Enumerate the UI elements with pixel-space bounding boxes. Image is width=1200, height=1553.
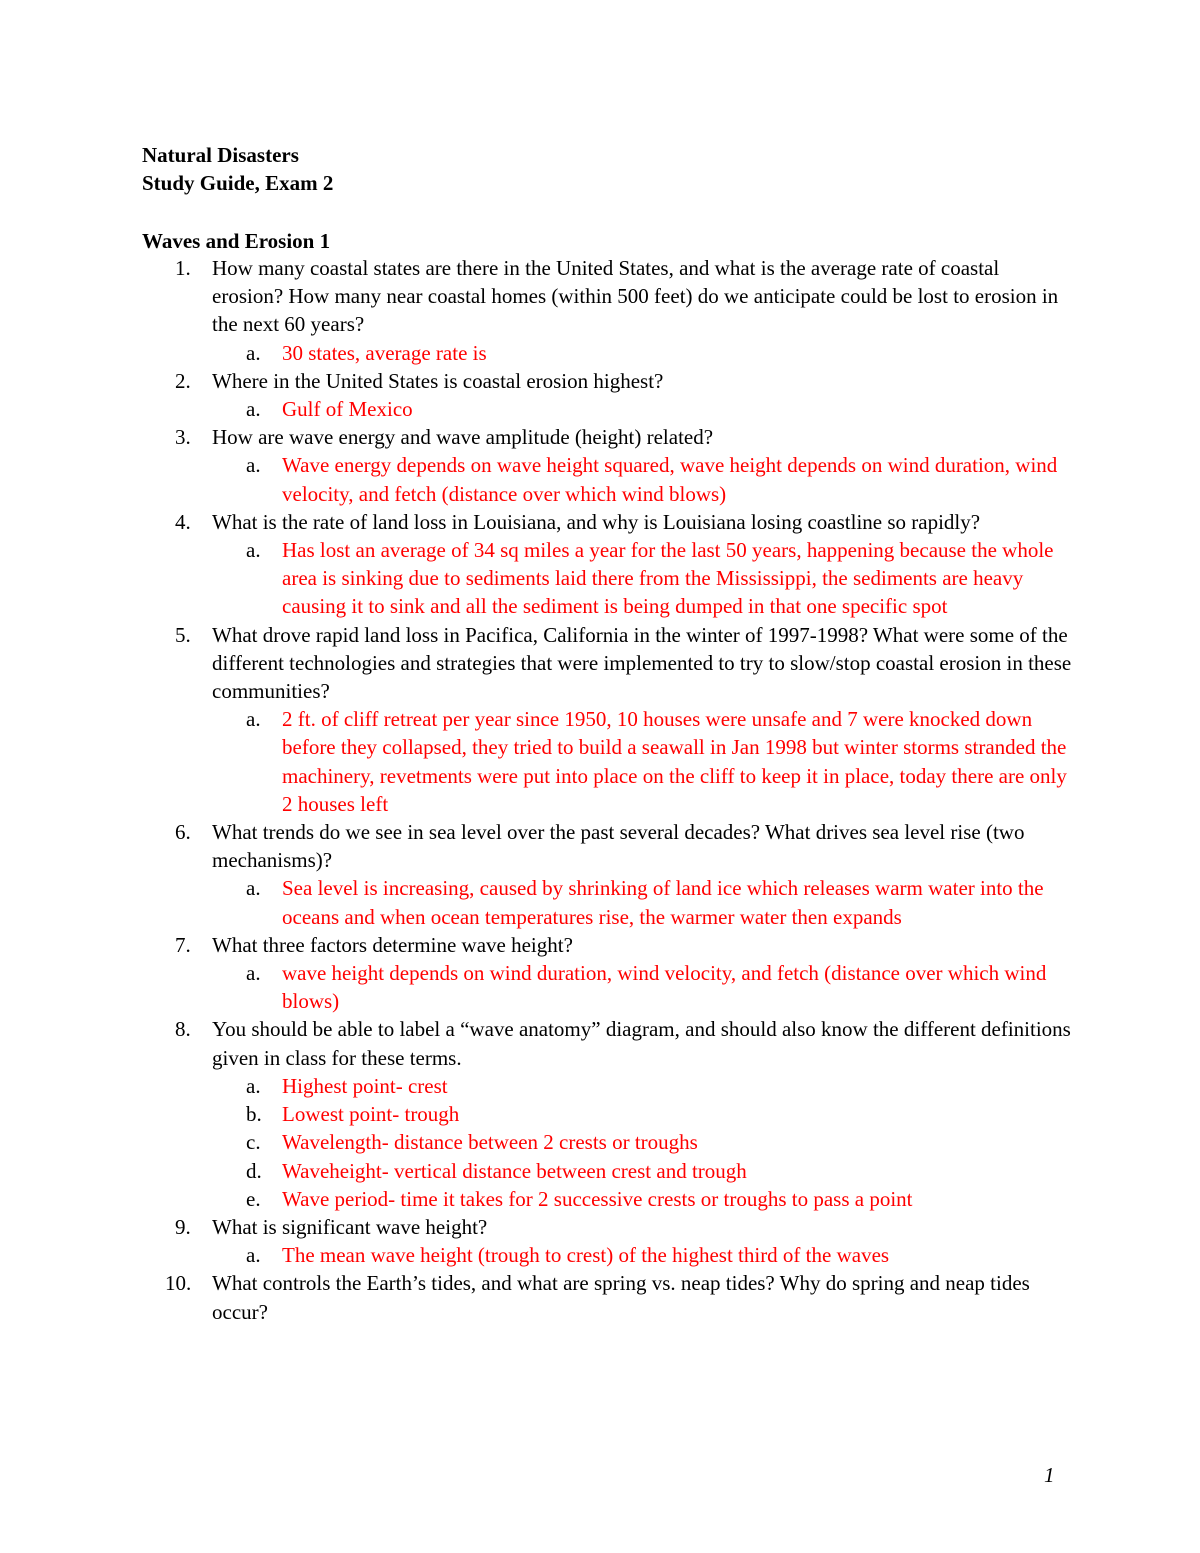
question-item (0, 1269, 1200, 1325)
answer-item (0, 959, 1200, 1015)
question-number: 8. (175, 1017, 191, 1042)
answer-letter: c. (246, 1130, 261, 1155)
question-text: What trends do we see in sea level over the past several decades? What drives sea level rise (two mechanisms)? (212, 820, 1025, 873)
answer-text: Sea level is increasing, caused by shrinking of land ice which releases warm water into the oceans and when ocean temperatures rise, the warmer water then expands (282, 876, 1044, 929)
question-text: What three factors determine wave height? (212, 932, 573, 957)
question-text: What controls the Earth’s tides, and what are spring vs. neap tides? Why do spring and neap tides occur? (212, 1271, 1030, 1324)
answer-letter: a. (246, 453, 261, 478)
answer-text: Waveheight- vertical distance between crest and trough (282, 1158, 747, 1183)
question-number: 10. (165, 1271, 192, 1296)
answer-letter: d. (246, 1158, 262, 1183)
answer-item (0, 536, 1200, 621)
answer-text: Highest point- crest (282, 1073, 448, 1098)
answer-item (0, 1185, 1200, 1213)
answer-letter: a. (246, 397, 261, 422)
answer-text: Gulf of Mexico (282, 397, 413, 422)
question-text: What is the rate of land loss in Louisiana, and why is Louisiana losing coastline so rapidly? (212, 509, 981, 534)
question-item (0, 818, 1200, 874)
question-text: What is significant wave height? (212, 1214, 488, 1239)
answer-item (0, 339, 1200, 367)
page-number: 1 (1044, 1463, 1055, 1487)
question-number: 5. (175, 622, 191, 647)
answer-letter: a. (246, 707, 261, 732)
answer-letter: a. (246, 1073, 261, 1098)
answer-item (0, 451, 1200, 507)
question-number: 4. (175, 509, 191, 534)
answer-letter: a. (246, 961, 261, 986)
question-text: Where in the United States is coastal erosion highest? (212, 368, 664, 393)
question-list (0, 254, 1200, 1326)
answer-item (0, 1072, 1200, 1100)
question-text: How are wave energy and wave amplitude (height) related? (212, 425, 714, 450)
question-number: 2. (175, 368, 191, 393)
question-item (0, 254, 1200, 339)
answer-text: Lowest point- trough (282, 1102, 460, 1127)
question-item (0, 508, 1200, 536)
question-text: You should be able to label a “wave anatomy” diagram, and should also know the different definitions given in class for these terms. (212, 1017, 1071, 1070)
answer-letter: a. (246, 876, 261, 901)
answer-item (0, 1241, 1200, 1269)
answer-letter: a. (246, 1243, 261, 1268)
answer-text: 30 states, average rate is (282, 340, 487, 365)
answer-item (0, 1100, 1200, 1128)
question-item (0, 423, 1200, 451)
answer-text: Wave period- time it takes for 2 successive crests or troughs to pass a point (282, 1186, 913, 1211)
answer-text: Wavelength- distance between 2 crests or troughs (282, 1130, 698, 1155)
answer-item (0, 705, 1200, 818)
answer-letter: b. (246, 1102, 262, 1127)
answer-text: Wave energy depends on wave height squared, wave height depends on wind duration, wind velocity, and fetch (distance over which wind blows) (282, 453, 1058, 506)
answer-text: Has lost an average of 34 sq miles a year for the last 50 years, happening because the whole area is sinking due to sediments laid there from the Mississippi, the sediments are heavy causing it to sink and all the sediment is being dumped in that one specific spot (282, 538, 1054, 619)
question-number: 6. (175, 820, 191, 845)
answer-letter: a. (246, 340, 261, 365)
question-item (0, 621, 1200, 706)
question-item (0, 367, 1200, 395)
question-item (0, 1015, 1200, 1071)
document-title: Natural Disasters (142, 143, 299, 167)
answer-text: The mean wave height (trough to crest) of the highest third of the waves (282, 1243, 890, 1268)
question-number: 9. (175, 1214, 191, 1239)
question-text: What drove rapid land loss in Pacifica, California in the winter of 1997-1998? What were some of the different technologies and strategies that were implemented to try to slow/stop coastal erosion in these communities? (212, 622, 1072, 704)
answer-item (0, 874, 1200, 930)
section-heading: Waves and Erosion 1 (142, 229, 331, 253)
document-subtitle: Study Guide, Exam 2 (142, 171, 334, 195)
answer-text: 2 ft. of cliff retreat per year since 1950, 10 houses were unsafe and 7 were knocked down before they collapsed, they tried to build a seawall in Jan 1998 but winter storms stranded the machinery, revetments were put into place on the cliff to keep it in place, today there are only 2 houses left (282, 707, 1067, 816)
answer-item (0, 395, 1200, 423)
question-item (0, 1213, 1200, 1241)
question-number: 7. (175, 932, 191, 957)
question-number: 3. (175, 425, 191, 450)
question-text: How many coastal states are there in the United States, and what is the average rate of coastal erosion? How many near coastal homes (within 500 feet) do we anticipate could be lost to erosion in the next 60 years? (212, 256, 1059, 337)
answer-item (0, 1157, 1200, 1185)
question-item (0, 931, 1200, 959)
question-number: 1. (175, 256, 191, 280)
answer-text: wave height depends on wind duration, wind velocity, and fetch (distance over which wind blows) (282, 961, 1047, 1014)
answer-item (0, 1128, 1200, 1156)
answer-letter: a. (246, 538, 261, 563)
answer-letter: e. (246, 1186, 261, 1211)
